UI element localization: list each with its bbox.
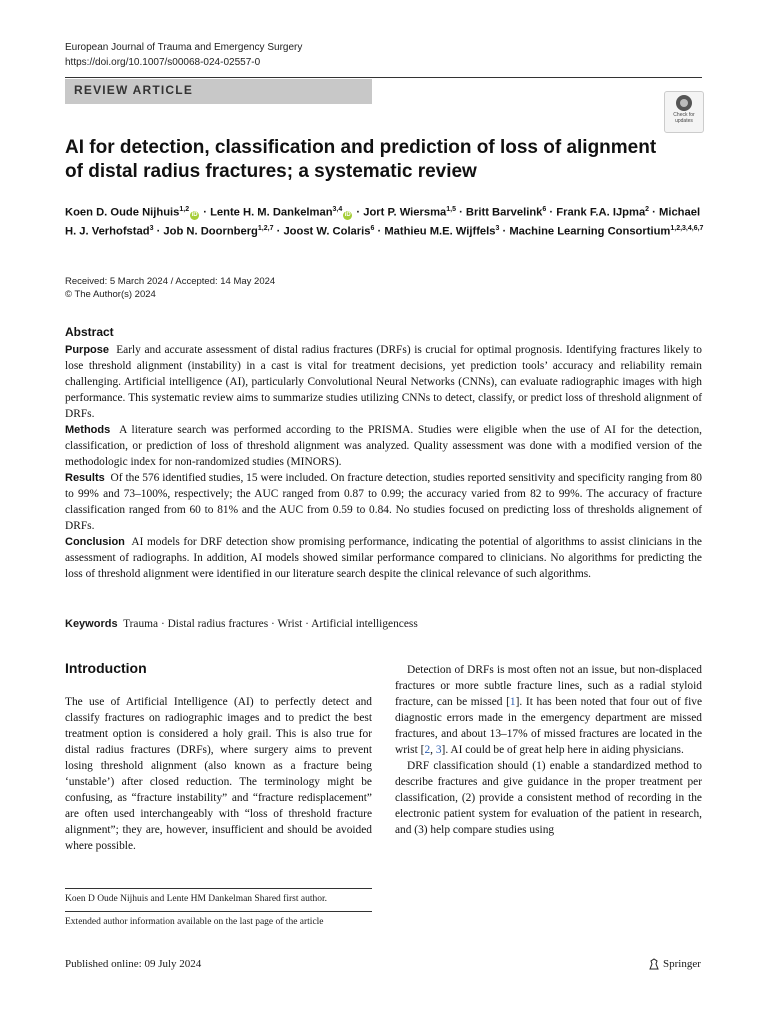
author-affiliation: 3,4 xyxy=(332,206,343,213)
author-list: Koen D. Oude Nijhuis$^{1,2}$iD · Lente H. M. Dankelman$^{3,4}$iD · Jort P. Wiersma$^{1,5}$ · Britt Barvelink$^6$ · Frank F.A. IJpma$^2$ · Michael H. J. Verhofstad$^3$ · Job N. Doornberg$^{1,2,7}$ · Joost W. Colaris$^6$ · Mathieu M.E. Wijffels$^3$ · Machine Learning Consortium$^{1,2,3,4,6,7}$ xyxy=(65,206,704,238)
abstract-heading: Abstract xyxy=(65,325,114,339)
keywords-list: Trauma · Distal radius fractures · Wrist · Artificial intelligencess xyxy=(123,618,418,630)
copyright: © The Author(s) 2024 xyxy=(65,288,156,300)
article-title: AI for detection, classification and prediction of loss of alignment of distal radius fractures; a systematic review xyxy=(65,137,657,182)
author-name[interactable]: Joost W. Colaris xyxy=(283,225,371,238)
author-name[interactable]: Lente H. M. Dankelman xyxy=(210,206,333,219)
crossmark-icon xyxy=(676,95,692,111)
orcid-icon[interactable]: iD xyxy=(191,211,198,218)
footnote-shared-first: Koen D Oude Nijhuis and Lente HM Dankelman Shared first author. xyxy=(65,894,327,904)
abstract-results: Results Of the 576 identified studies, 15 were included. On fracture detection, studies reported sensitivity and specificity ranging from 80 to 99% and 73–100%, respectively; the AUC ranged from 0.87 to 0.99; the accuracy varied from 82 to 99%. The accuracy of fracture classification ranged from 60 to 81% and the AUC from 0.59 to 0.84. No studies focused on predicting loss of thresholds alignement of DRFs. xyxy=(65,472,702,532)
doi-link[interactable]: https://doi.org/10.1007/s00068-024-02557-0 xyxy=(65,57,261,68)
orcid-icon[interactable]: iD xyxy=(344,211,351,218)
check-for-updates-badge[interactable] xyxy=(664,91,704,133)
intro-paragraph-2: Detection of DRFs is most often not an issue, but non-displaced fractures or more subtle fracture lines, such as a radial styloid fracture, can be missed [1]. It has been noted that four out of five diagnostic errors made in the emergency department are missed fractures, and about 13–17% of missed fractures are located in the wrist [2, 3]. AI could be of great help here in aiding physicians. xyxy=(395,664,703,756)
author-name[interactable]: Britt Barvelink xyxy=(465,206,543,219)
author-affiliation: 2 xyxy=(645,206,650,213)
badge-label-2: updates xyxy=(675,118,693,124)
author-affiliation: 6 xyxy=(370,225,375,233)
keywords-label: Keywords xyxy=(65,618,118,630)
abstract-body xyxy=(65,342,702,582)
author-name[interactable]: Jort P. Wiersma xyxy=(363,206,447,219)
author-affiliation: 1,2 xyxy=(179,206,190,213)
author-name[interactable]: Job N. Doornberg xyxy=(163,225,258,238)
intro-right-column xyxy=(395,662,702,838)
article-dates xyxy=(65,276,275,301)
header-divider xyxy=(65,77,702,78)
abstract-conclusion: Conclusion AI models for DRF detection show promising performance, indicating the potential of algorithms to assist clinicians in the assessment of radiographs. In addition, AI models showed similar performance compared to clinicians. No algorithms for predicting the loss of threshold alignment were identified in our literature search despite the clinical relevance of such algorithms. xyxy=(65,536,702,580)
article-type-banner: REVIEW ARTICLE xyxy=(65,79,372,104)
received-accepted: Received: 5 March 2024 / Accepted: 14 May 2024 xyxy=(65,276,276,287)
author-affiliation: 1,5 xyxy=(446,206,456,213)
introduction-heading: Introduction xyxy=(65,660,147,676)
springer-horse-icon xyxy=(648,958,660,970)
intro-left-column xyxy=(65,694,372,854)
badge-label-1: Check for xyxy=(673,112,695,118)
journal-header xyxy=(65,40,302,70)
author-affiliation: 6 xyxy=(542,206,547,213)
author-name[interactable]: Koen D. Oude Nijhuis xyxy=(65,206,180,219)
publisher-name: Springer xyxy=(663,958,701,970)
keywords xyxy=(65,616,702,632)
author-name[interactable]: Michael H. J. Verhofstad xyxy=(65,206,701,238)
footnote-divider xyxy=(65,911,372,912)
author-affiliation: 1,2,3,4,6,7 xyxy=(670,225,704,233)
published-date: Published online: 09 July 2024 xyxy=(65,958,202,970)
author-name[interactable]: Frank F.A. IJpma xyxy=(556,206,646,219)
publisher-logo xyxy=(648,958,701,970)
citation-link[interactable]: 3 xyxy=(435,744,442,756)
citation-link[interactable]: 2 xyxy=(424,744,431,756)
journal-name: European Journal of Trauma and Emergency Surgery xyxy=(65,42,303,53)
author-affiliation: 3 xyxy=(149,225,154,233)
intro-paragraph-1: The use of Artificial Intelligence (AI) to perfectly detect and classify fractures on radiographic images and to predict the best treatment option is considered a holy grail. This is also true for distal radius fractures (DRFs), where surgery aims to prevent losing threshold alignment (also known as a fracture being ‘unstable’) after closed reduction. The terminology might be confusing, as “fracture instability” and “fracture redisplacement” are often used interchangeably with “loss of threshold fracture alignment”; they are, however, insufficient and should be avoided where possible. xyxy=(65,696,372,852)
footnote-divider xyxy=(65,888,372,889)
author-affiliation: 3 xyxy=(495,225,500,233)
citation-link[interactable]: 1 xyxy=(509,696,516,708)
abstract-purpose: Purpose Early and accurate assessment of distal radius fractures (DRFs) is crucial for optimal prognosis. Identifying fractures likely to lose threshold alignment (instability) in a cast is vital for treatment decisions, yet prediction tools’ accuracy and reliability remain challenging. Artificial intelligence (AI), particularly Convolutional Neural Networks (CNNs), can evaluate radiographic images with high performance. This systematic review aims to summarize studies utilizing CNNs to detect, classify, or predict loss of threshold alignment of DRFs. xyxy=(65,344,702,420)
intro-paragraph-3: DRF classification should (1) enable a standardized method to describe fractures and give guidance in the proper treatment per classification, (2) provide a consistent method of recording in the electronic patient system for evaluation of the patient in research, and (3) help compare studies using xyxy=(395,760,702,836)
footnote-extended-info: Extended author information available on the last page of the article xyxy=(65,917,324,927)
author-name[interactable]: Mathieu M.E. Wijffels xyxy=(384,225,496,238)
author-name[interactable]: Machine Learning Consortium xyxy=(509,225,671,238)
author-affiliation: 1,2,7 xyxy=(257,225,274,233)
abstract-methods: Methods A literature search was performed according to the PRISMA. Studies were eligible when the use of AI for the detection, classification, or prediction of loss of threshold alignment was analyzed. Quality assessment was done with a modified version of the methodologic index for non-randomized studies (MINORS). xyxy=(65,424,702,468)
